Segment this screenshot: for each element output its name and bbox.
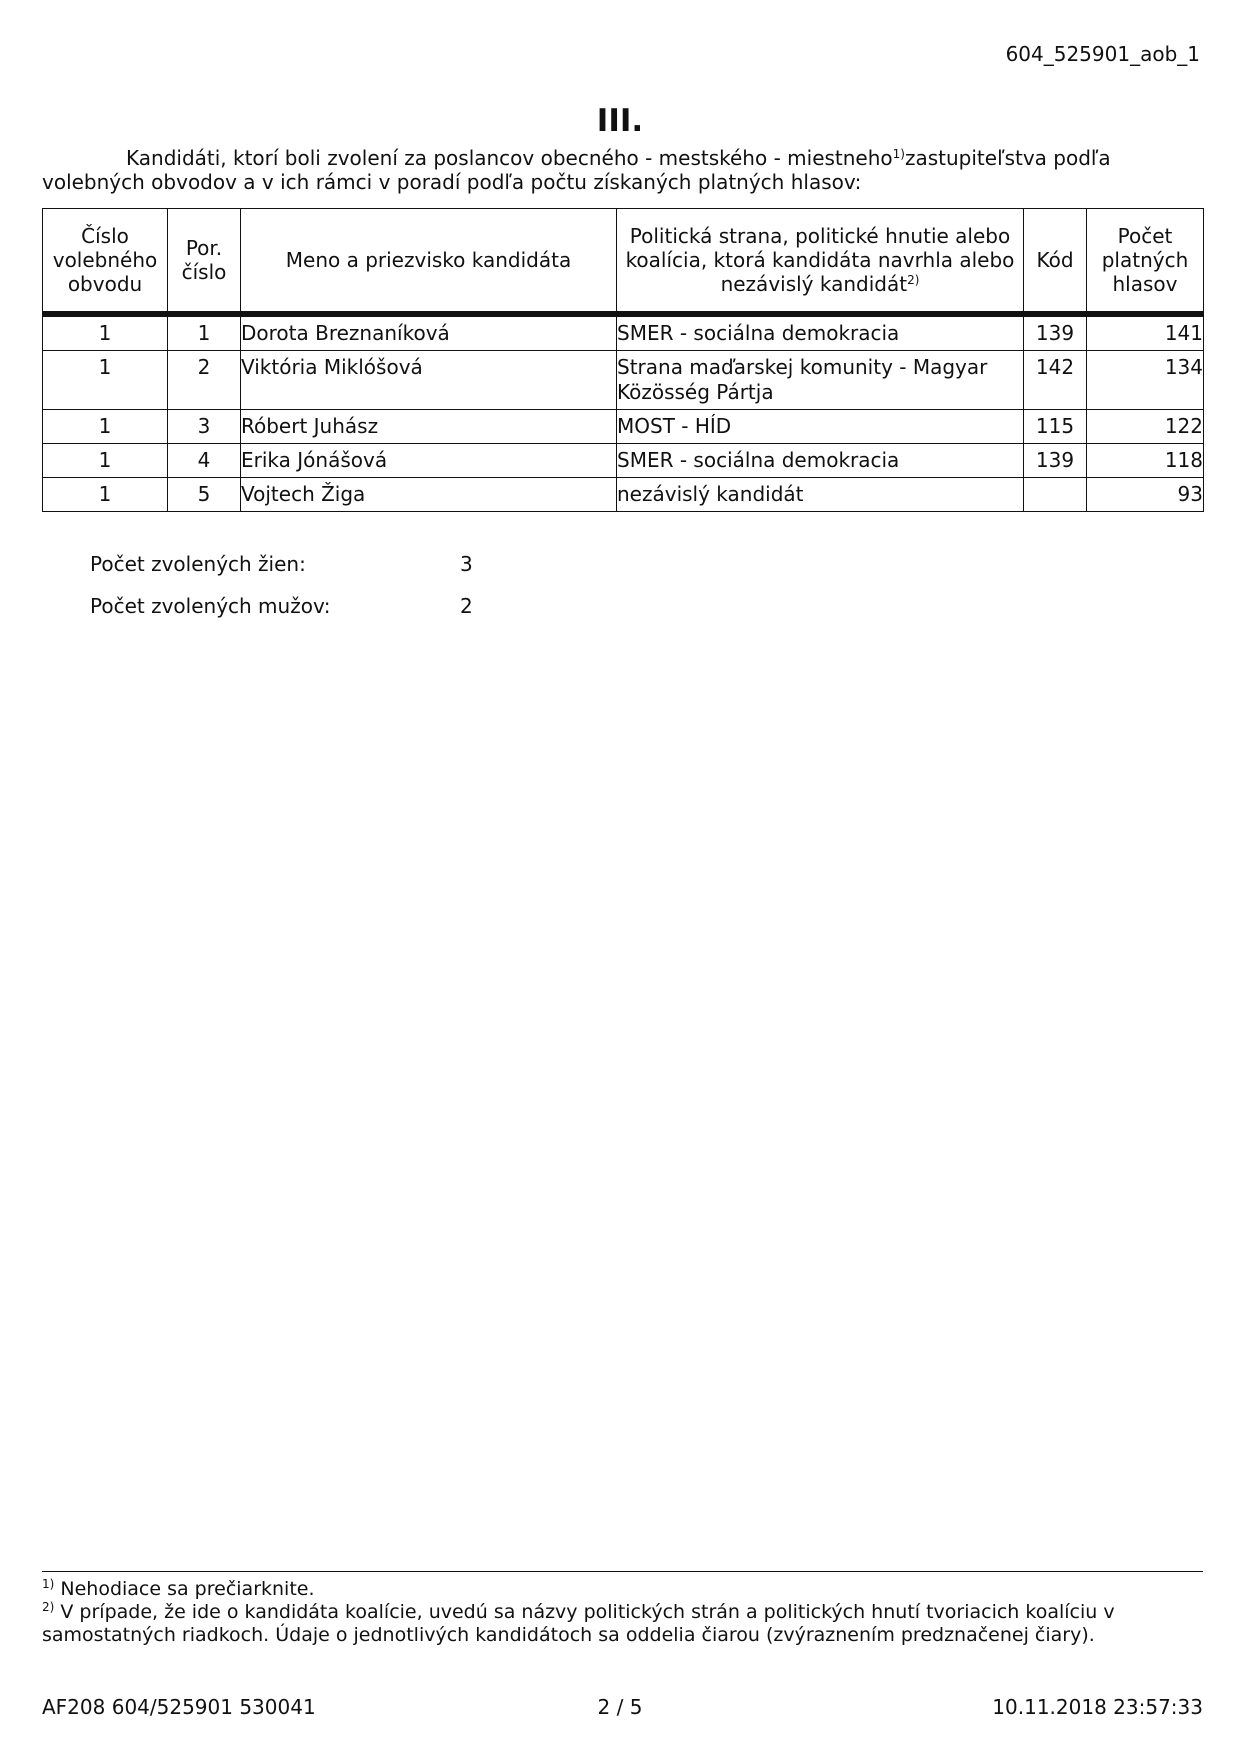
footnote-divider bbox=[42, 1571, 1203, 1572]
cell-district: 1 bbox=[43, 410, 168, 444]
cell-party: nezávislý kandidát bbox=[617, 478, 1024, 512]
cell-votes: 93 bbox=[1087, 478, 1204, 512]
men-count-line bbox=[90, 594, 473, 618]
footnote-1 bbox=[42, 1578, 1192, 1601]
cell-party: SMER - sociálna demokracia bbox=[617, 314, 1024, 351]
women-count-line bbox=[90, 552, 473, 576]
table-row bbox=[43, 351, 1204, 410]
candidates-table bbox=[42, 208, 1204, 512]
cell-name: Róbert Juhász bbox=[241, 410, 617, 444]
cell-district: 1 bbox=[43, 351, 168, 410]
cell-name: Erika Jónášová bbox=[241, 444, 617, 478]
footer-form-id: AF208 604/525901 530041 bbox=[42, 1695, 316, 1719]
cell-code bbox=[1024, 478, 1087, 512]
intro-text-after: zastupiteľstva podľa volebných obvodov a v ich rámci v poradí podľa počtu získaných platných hlasov: bbox=[42, 146, 1111, 194]
document-id: 604_525901_aob_1 bbox=[1005, 42, 1200, 66]
table-row bbox=[43, 314, 1204, 351]
cell-votes: 141 bbox=[1087, 314, 1204, 351]
header-votes: Počet platných hlasov bbox=[1087, 209, 1204, 315]
cell-district: 1 bbox=[43, 444, 168, 478]
section-title: III. bbox=[596, 103, 644, 139]
women-count-value: 3 bbox=[460, 552, 473, 576]
cell-party: SMER - sociálna demokracia bbox=[617, 444, 1024, 478]
table-row bbox=[43, 410, 1204, 444]
cell-name: Dorota Breznaníková bbox=[241, 314, 617, 351]
cell-code: 139 bbox=[1024, 314, 1087, 351]
header-party bbox=[617, 209, 1024, 315]
cell-order: 5 bbox=[168, 478, 241, 512]
footnote-2-text: V prípade, že ide o kandidáta koalície, uvedú sa názvy politických strán a politických hnutí tvoriacich koalíciu v samostatných riadkoch. Údaje o jednotlivých kandidátoch sa oddelia čiarou (zvýraznením predznačenej čiary). bbox=[42, 1601, 1115, 1646]
header-party-label: Politická strana, politické hnutie alebo koalícia, ktorá kandidáta navrhla alebo nezávislý kandidát bbox=[625, 224, 1015, 296]
footnotes bbox=[42, 1578, 1192, 1647]
cell-order: 2 bbox=[168, 351, 241, 410]
cell-name: Vojtech Žiga bbox=[241, 478, 617, 512]
header-name: Meno a priezvisko kandidáta bbox=[241, 209, 617, 315]
cell-district: 1 bbox=[43, 314, 168, 351]
footer-timestamp: 10.11.2018 23:57:33 bbox=[992, 1695, 1203, 1719]
table-row bbox=[43, 444, 1204, 478]
cell-order: 3 bbox=[168, 410, 241, 444]
cell-code: 115 bbox=[1024, 410, 1087, 444]
cell-votes: 134 bbox=[1087, 351, 1204, 410]
men-count-label: Počet zvolených mužov: bbox=[90, 594, 331, 618]
men-count-value: 2 bbox=[460, 594, 473, 618]
cell-votes: 122 bbox=[1087, 410, 1204, 444]
cell-party: MOST - HÍD bbox=[617, 410, 1024, 444]
header-code: Kód bbox=[1024, 209, 1087, 315]
intro-footnote-mark: 1) bbox=[892, 147, 905, 161]
women-count-label: Počet zvolených žien: bbox=[90, 552, 306, 576]
cell-party: Strana maďarskej komunity - Magyar Közösség Pártja bbox=[617, 351, 1024, 410]
intro-text-before: Kandidáti, ktorí boli zvolení za poslancov obecného - mestského - miestneho bbox=[126, 146, 893, 170]
header-order: Por. číslo bbox=[168, 209, 241, 315]
footnote-2-mark: 2) bbox=[42, 1600, 55, 1614]
header-party-footnote-mark: 2) bbox=[907, 273, 920, 287]
table-row bbox=[43, 478, 1204, 512]
cell-votes: 118 bbox=[1087, 444, 1204, 478]
cell-code: 142 bbox=[1024, 351, 1087, 410]
cell-order: 4 bbox=[168, 444, 241, 478]
table-header-row bbox=[43, 209, 1204, 315]
header-district: Číslo volebného obvodu bbox=[43, 209, 168, 315]
footnote-1-text: Nehodiace sa prečiarknite. bbox=[60, 1578, 315, 1600]
cell-code: 139 bbox=[1024, 444, 1087, 478]
cell-district: 1 bbox=[43, 478, 168, 512]
cell-order: 1 bbox=[168, 314, 241, 351]
cell-name: Viktória Miklóšová bbox=[241, 351, 617, 410]
footnote-1-mark: 1) bbox=[42, 1577, 55, 1591]
footer-page-number: 2 / 5 bbox=[597, 1695, 643, 1719]
footnote-2 bbox=[42, 1601, 1192, 1647]
intro-paragraph bbox=[42, 146, 1207, 194]
